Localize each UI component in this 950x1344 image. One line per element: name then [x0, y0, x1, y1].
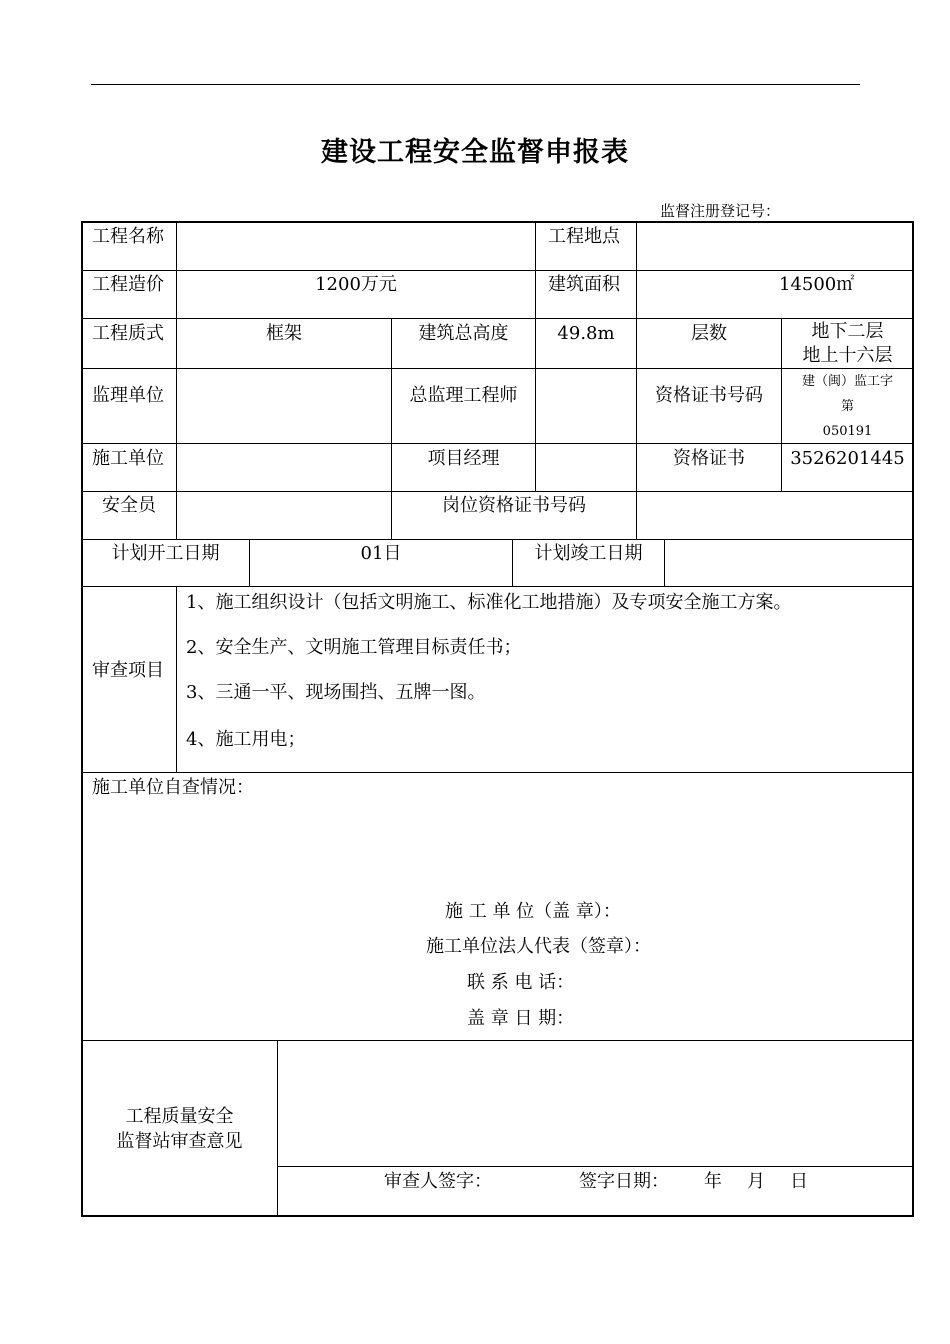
project-cost-value: 1200万元 — [315, 274, 397, 295]
signature-month-label: 月 — [747, 1171, 765, 1192]
signature-year-label: 年 — [704, 1171, 722, 1192]
legal-representative-label: 施工单位法人代表（签章）： — [426, 936, 651, 957]
review-item-3: 3、三通一平、现场围挡、五牌一图。 — [186, 682, 486, 703]
post-certificate-label: 岗位资格证书号码 — [442, 495, 586, 516]
project-manager-label: 项目经理 — [427, 448, 500, 469]
review-item-1: 1、施工组织设计（包括文明施工、标准化工地措施）及专项安全施工方案。 — [186, 592, 792, 613]
planned-finish-date-label: 计划竣工日期 — [534, 543, 643, 564]
seal-date-label: 盖 章 日 期： — [467, 1008, 575, 1029]
project-location-label: 工程地点 — [548, 226, 620, 247]
column-divider — [176, 586, 177, 772]
certificate-label: 资格证书 — [673, 448, 745, 469]
row-divider — [82, 1040, 913, 1041]
building-area-value: 14500㎡ — [779, 274, 855, 295]
self-check-label: 施工单位自查情况： — [92, 777, 254, 798]
column-divider — [176, 222, 177, 539]
floors-label: 层数 — [691, 323, 727, 344]
header-rule — [91, 84, 860, 85]
safety-officer-label: 安全员 — [102, 495, 156, 516]
form-title: 建设工程安全监督申报表 — [321, 137, 629, 168]
column-divider — [535, 368, 536, 492]
project-name-label: 工程名称 — [92, 226, 164, 247]
structure-type-label: 工程质式 — [92, 323, 164, 344]
qualification-number-label: 资格证书号码 — [655, 385, 763, 406]
project-cost-label: 工程造价 — [92, 274, 164, 295]
floors-value-underground: 地下二层 — [811, 321, 884, 342]
row-divider — [82, 318, 913, 319]
planned-start-date-value: 01日 — [360, 543, 402, 564]
row-divider — [82, 270, 913, 271]
certificate-value: 3526201445 — [790, 448, 905, 469]
chief-engineer-label: 总监理工程师 — [409, 385, 518, 406]
row-divider — [82, 491, 913, 492]
contact-phone-label: 联 系 电 话： — [467, 972, 575, 993]
qualification-number-line2: 第 — [840, 399, 854, 414]
reviewer-signature-label: 审查人签字： — [384, 1171, 492, 1192]
building-area-label: 建筑面积 — [548, 274, 620, 295]
unit-seal-label: 施 工 单 位（盖 章）： — [445, 901, 621, 922]
column-divider — [636, 222, 637, 539]
column-divider — [277, 1040, 278, 1216]
signature-date-label: 签字日期： — [579, 1171, 669, 1192]
column-divider — [664, 539, 665, 586]
row-divider — [82, 368, 913, 369]
row-divider — [82, 539, 913, 540]
column-divider — [535, 222, 536, 369]
row-divider — [82, 586, 913, 587]
qualification-number-line1: 建（闽）监工字 — [801, 374, 893, 389]
supervision-unit-label: 监理单位 — [92, 385, 164, 406]
review-item-2: 2、安全生产、文明施工管理目标责任书； — [186, 637, 522, 658]
station-opinion-label-line1: 工程质量安全 — [125, 1106, 234, 1127]
station-opinion-label-line2: 监督站审查意见 — [116, 1131, 243, 1152]
row-divider — [277, 1166, 913, 1167]
registration-number-label: 监督注册登记号： — [660, 202, 781, 220]
building-height-label: 建筑总高度 — [418, 323, 509, 344]
floors-value-aboveground: 地上十六层 — [802, 345, 893, 366]
review-items-label: 审查项目 — [92, 660, 164, 681]
review-item-4: 4、施工用电； — [186, 729, 306, 750]
row-divider — [82, 772, 913, 773]
qualification-number-line3: 050191 — [822, 424, 873, 439]
signature-day-label: 日 — [790, 1171, 808, 1192]
construction-unit-label: 施工单位 — [92, 448, 164, 469]
planned-start-date-label: 计划开工日期 — [111, 543, 220, 564]
building-height-value: 49.8m — [557, 323, 615, 344]
structure-type-value: 框架 — [266, 323, 302, 344]
